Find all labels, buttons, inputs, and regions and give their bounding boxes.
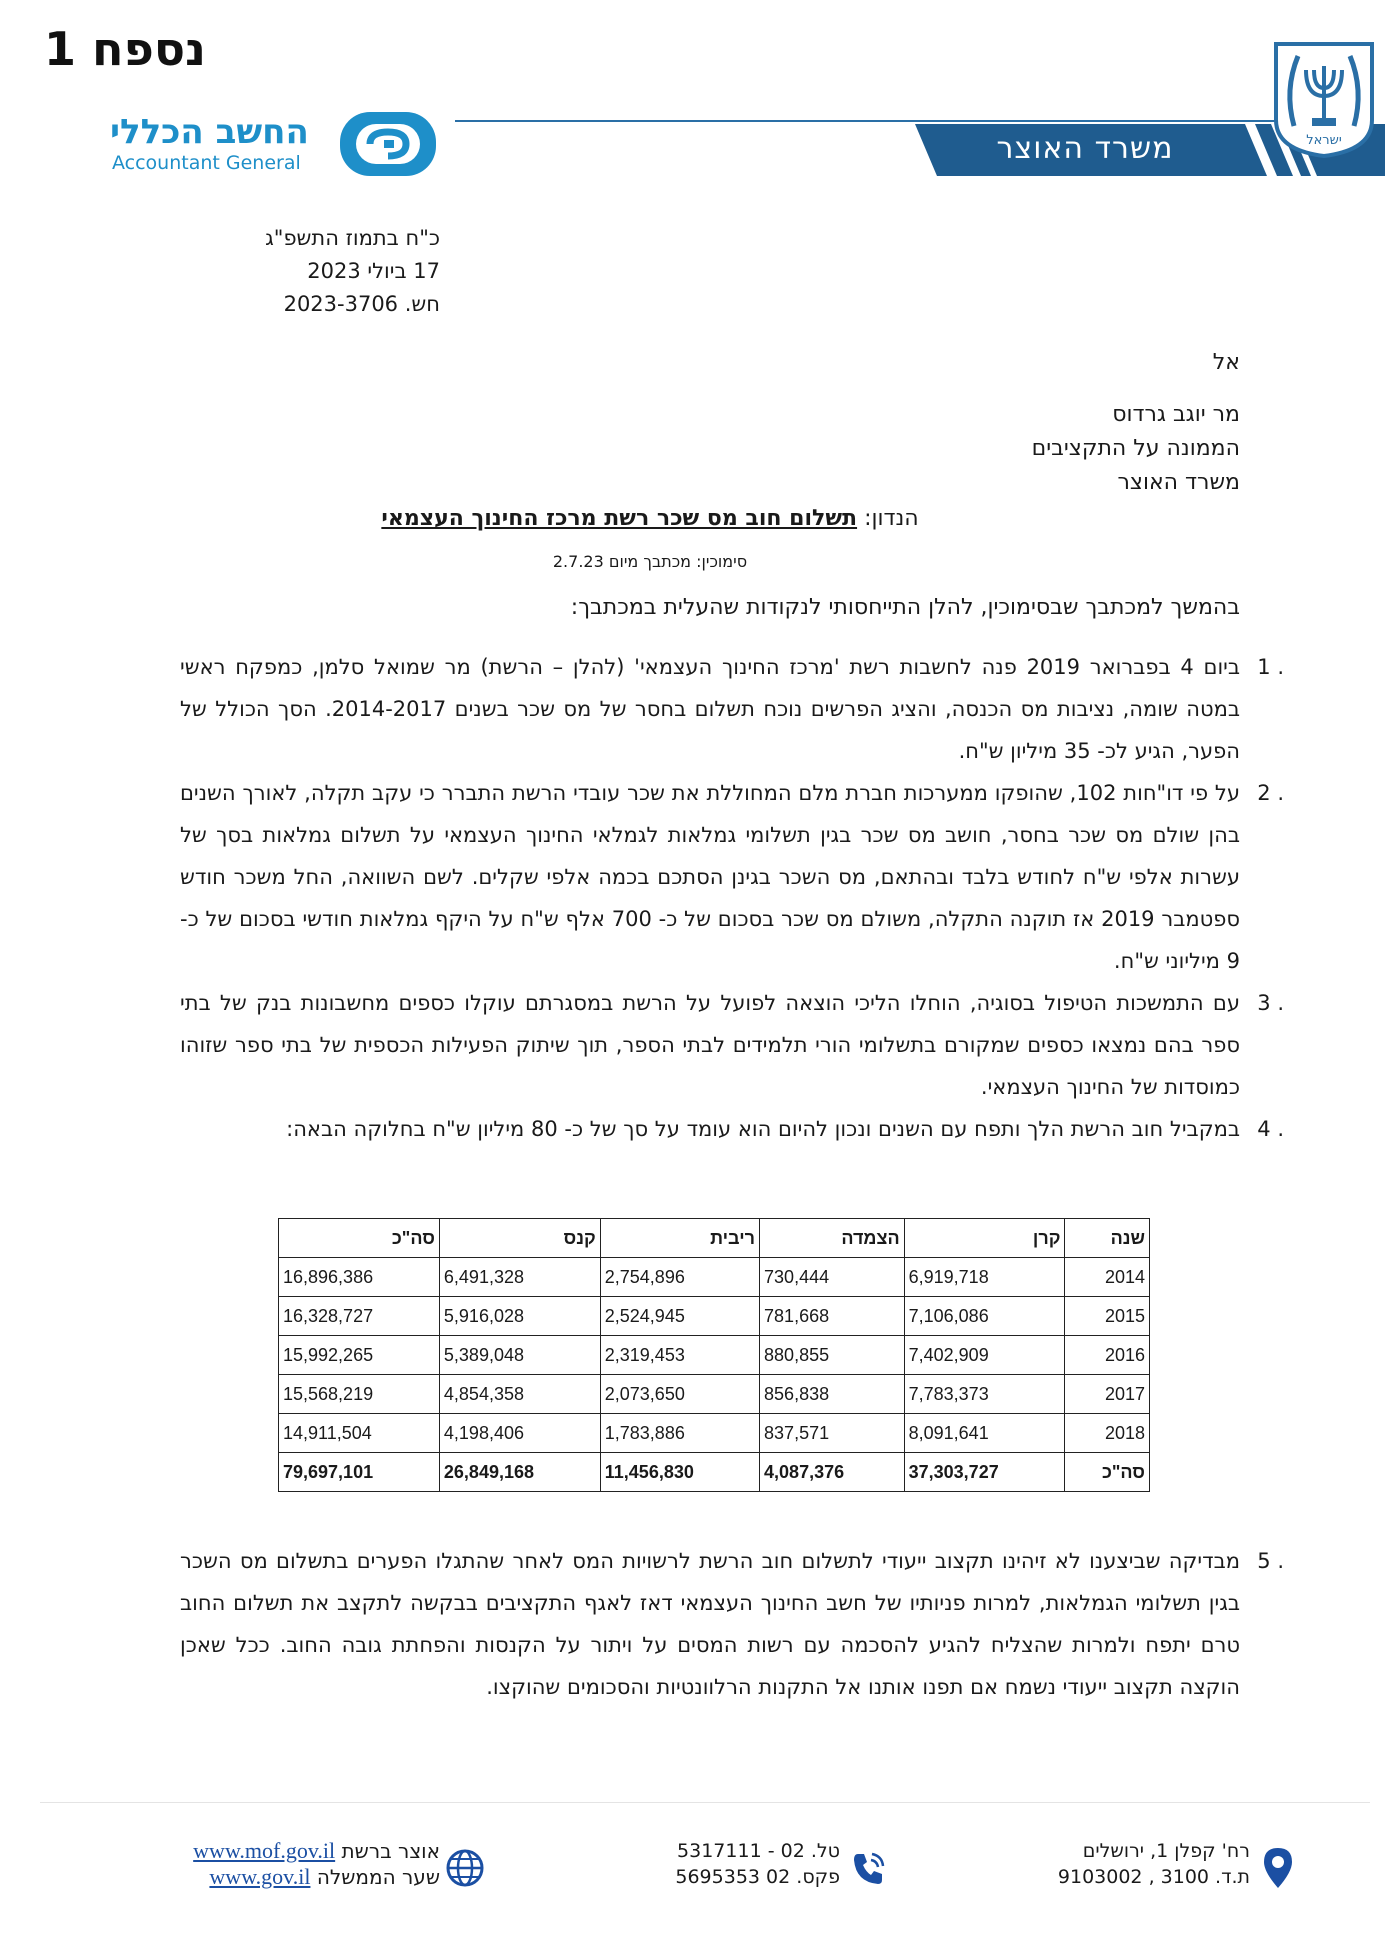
paragraph-number: . 2 <box>1257 781 1284 805</box>
footer-web-links <box>140 1838 440 1890</box>
footer-contact <box>650 1838 840 1890</box>
table-row <box>279 1414 1150 1453</box>
header-rule <box>455 120 1275 122</box>
header-year: שנה <box>1065 1219 1150 1258</box>
table-cell: 37,303,727 <box>904 1453 1065 1492</box>
accountant-general-logo-icon <box>336 108 440 180</box>
emblem-label: ישראל <box>1306 133 1342 148</box>
table-cell: 6,491,328 <box>439 1258 600 1297</box>
paragraph-text: עם התמשכות הטיפול בסוגיה, הוחלו הליכי הוצאה לפועל על הרשת במסגרתם עוקלו כספים מחשבונות בנק של בתי ספר בהם נמצאו כספים שמקורם בתשלומי הורי תלמידים לבתי הספר, תוך שיתוק הפעילות הכספית של בתי ספר שזוהו כמוסדות של החינוך העצמאי. <box>180 991 1240 1099</box>
reference-line: סימוכין: מכתבך מיום 2.7.23 <box>552 552 748 571</box>
phone-icon <box>848 1848 888 1888</box>
table-cell: 2,754,896 <box>600 1258 759 1297</box>
recipient-office: משרד האוצר <box>1117 470 1240 495</box>
header-interest: ריבית <box>600 1219 759 1258</box>
org-name-english: Accountant General <box>112 152 301 174</box>
table-cell: 15,992,265 <box>279 1336 440 1375</box>
subject-label: הנדון: <box>864 506 919 531</box>
hebrew-date: כ"ח בתמוז התשפ"ג <box>265 226 440 250</box>
reference-number: חש. 2023-3706 <box>283 292 440 316</box>
table-row <box>279 1336 1150 1375</box>
annex-label: נספח 1 <box>44 22 206 76</box>
table-cell: 2015 <box>1065 1297 1150 1336</box>
recipient-role: הממונה על התקציבים <box>1031 436 1240 461</box>
paragraph-4 <box>180 1108 1284 1150</box>
ministry-name: משרד האוצר <box>996 131 1174 166</box>
paragraph-1 <box>180 646 1284 772</box>
table-cell: 7,106,086 <box>904 1297 1065 1336</box>
org-name-hebrew: החשב הכללי <box>110 112 309 152</box>
intro-paragraph: בהמשך למכתבך שבסימוכין, להלן התייחסותי לנקודות שהעלית במכתבך: <box>570 595 1240 620</box>
footer-rule <box>40 1802 1370 1803</box>
table-cell: 16,328,727 <box>279 1297 440 1336</box>
table-cell: 5,389,048 <box>439 1336 600 1375</box>
footer-address <box>1030 1838 1250 1890</box>
table-header-row <box>279 1219 1150 1258</box>
table-total-row <box>279 1453 1150 1492</box>
table-cell: 2,524,945 <box>600 1297 759 1336</box>
paragraph-number: . 5 <box>1257 1549 1284 1573</box>
table-cell: 2,319,453 <box>600 1336 759 1375</box>
table-row <box>279 1258 1150 1297</box>
table-cell: 856,838 <box>760 1375 905 1414</box>
paragraph-number: . 3 <box>1257 991 1284 1015</box>
address-line-2: ת.ד. 3100 , 9103002 <box>1057 1866 1250 1888</box>
table-row <box>279 1297 1150 1336</box>
table-cell: 5,916,028 <box>439 1297 600 1336</box>
fax-number: פקס. 02 5695353 <box>675 1866 840 1888</box>
portal2-label: שער הממשלה <box>316 1865 440 1889</box>
address-line-1: רח' קפלן 1, ירושלים <box>1082 1840 1250 1862</box>
table-cell: 781,668 <box>760 1297 905 1336</box>
table-cell: 4,854,358 <box>439 1375 600 1414</box>
table-cell: 26,849,168 <box>439 1453 600 1492</box>
table-cell: 7,402,909 <box>904 1336 1065 1375</box>
header-penalty: קנס <box>439 1219 600 1258</box>
debt-breakdown-table <box>278 1218 1150 1492</box>
header-indexation: הצמדה <box>760 1219 905 1258</box>
table-cell: סה"כ <box>1065 1453 1150 1492</box>
globe-icon <box>445 1848 485 1888</box>
table-cell: 7,783,373 <box>904 1375 1065 1414</box>
paragraph-text: ביום 4 בפברואר 2019 פנה לחשבות רשת 'מרכז החינוך העצמאי' (להלן – הרשת) מר שמואל סלמן, כמפקח ראשי במטה שומה, נציבות מס הכנסה, והציג הפרשים נוכח תשלום בחסר של מס שכר בשנים 2014-2017. הסך הכולל של הפער, הגיע לכ- 35 מיליון ש"ח. <box>180 655 1241 763</box>
paragraph-number: . 1 <box>1257 655 1284 679</box>
date-block <box>200 222 440 321</box>
mof-website-link[interactable]: www.mof.gov.il <box>193 1838 336 1863</box>
table-cell: 837,571 <box>760 1414 905 1453</box>
recipient-block <box>900 398 1240 500</box>
gov-website-link[interactable]: www.gov.il <box>209 1864 311 1889</box>
paragraph-3 <box>180 982 1284 1108</box>
table-cell: 2016 <box>1065 1336 1150 1375</box>
to-label: אל <box>1212 350 1240 375</box>
location-pin-icon <box>1262 1846 1294 1890</box>
portal1-label: אוצר ברשת <box>341 1839 440 1863</box>
table-cell: 14,911,504 <box>279 1414 440 1453</box>
paragraph-5 <box>180 1540 1284 1708</box>
subject-text: תשלום חוב מס שכר רשת מרכז החינוך העצמאי <box>381 506 858 531</box>
paragraph-2 <box>180 772 1284 982</box>
header-total: סה"כ <box>279 1219 440 1258</box>
table-cell: 11,456,830 <box>600 1453 759 1492</box>
recipient-name: מר יוגב גרדוס <box>1112 402 1240 427</box>
state-emblem-icon <box>1270 40 1378 160</box>
subject-line <box>300 506 1000 531</box>
table-cell: 2018 <box>1065 1414 1150 1453</box>
table-cell: 880,855 <box>760 1336 905 1375</box>
paragraph-number: . 4 <box>1257 1117 1284 1141</box>
paragraph-text: מבדיקה שביצענו לא זיהינו תקצוב ייעודי לתשלום חוב הרשת לרשויות המס לאחר שהתגלו הפערים בתשלום מס השכר בגין תשלומי הגמלאות, למרות פניותיו של חשב החינוך העצמאי דאז לאגף התקציבים בבקשה לתקצב את תשלום החוב טרם יתפח ולמרות שהצליח להגיע להסכמה עם רשות המסים על ויתור על הקנסות והפחתת גובה החוב. ככל שאכן הוקצה תקצוב ייעודי נשמח אם תפנו אותנו אל התקנות הרלוונטיות והסכומים שהוקצו. <box>180 1549 1240 1699</box>
table-cell: 4,087,376 <box>760 1453 905 1492</box>
table-cell: 15,568,219 <box>279 1375 440 1414</box>
table-cell: 16,896,386 <box>279 1258 440 1297</box>
gregorian-date: 17 ביולי 2023 <box>307 259 440 283</box>
table-cell: 2,073,650 <box>600 1375 759 1414</box>
phone-number: טל. 02 - 5317111 <box>677 1840 840 1862</box>
table-row <box>279 1375 1150 1414</box>
table-cell: 1,783,886 <box>600 1414 759 1453</box>
table-cell: 4,198,406 <box>439 1414 600 1453</box>
table-cell: 730,444 <box>760 1258 905 1297</box>
table-cell: 79,697,101 <box>279 1453 440 1492</box>
table-cell: 2017 <box>1065 1375 1150 1414</box>
table-cell: 2014 <box>1065 1258 1150 1297</box>
paragraph-text: על פי דו"חות 102, שהופקו ממערכות חברת מלם המחוללת את שכר עובדי הרשת התברר כי עקב תקלה, לאורך השנים בהן שולם מס שכר בחסר, חושב מס שכר בגין תשלומי גמלאות לגמלאי החינוך העצמאי על תשלום גמלאות בסך של עשרות אלפי ש"ח לחודש בלבד ובהתאם, מס השכר בגינן הסתכם בכמה אלפי שקלים. לשם השוואה, החל משכר חודש ספטמבר 2019 אז תוקנה התקלה, משולם מס שכר בסכום של כ- 700 אלף ש"ח על היקף גמלאות חודשי בסכום של כ- 9 מיליוני ש"ח. <box>180 781 1240 973</box>
table-cell: 8,091,641 <box>904 1414 1065 1453</box>
header-principal: קרן <box>904 1219 1065 1258</box>
paragraph-text: במקביל חוב הרשת הלך ותפח עם השנים ונכון להיום הוא עומד על סך של כ- 80 מיליון ש"ח בחלוקה הבאה: <box>286 1117 1240 1141</box>
table-cell: 6,919,718 <box>904 1258 1065 1297</box>
